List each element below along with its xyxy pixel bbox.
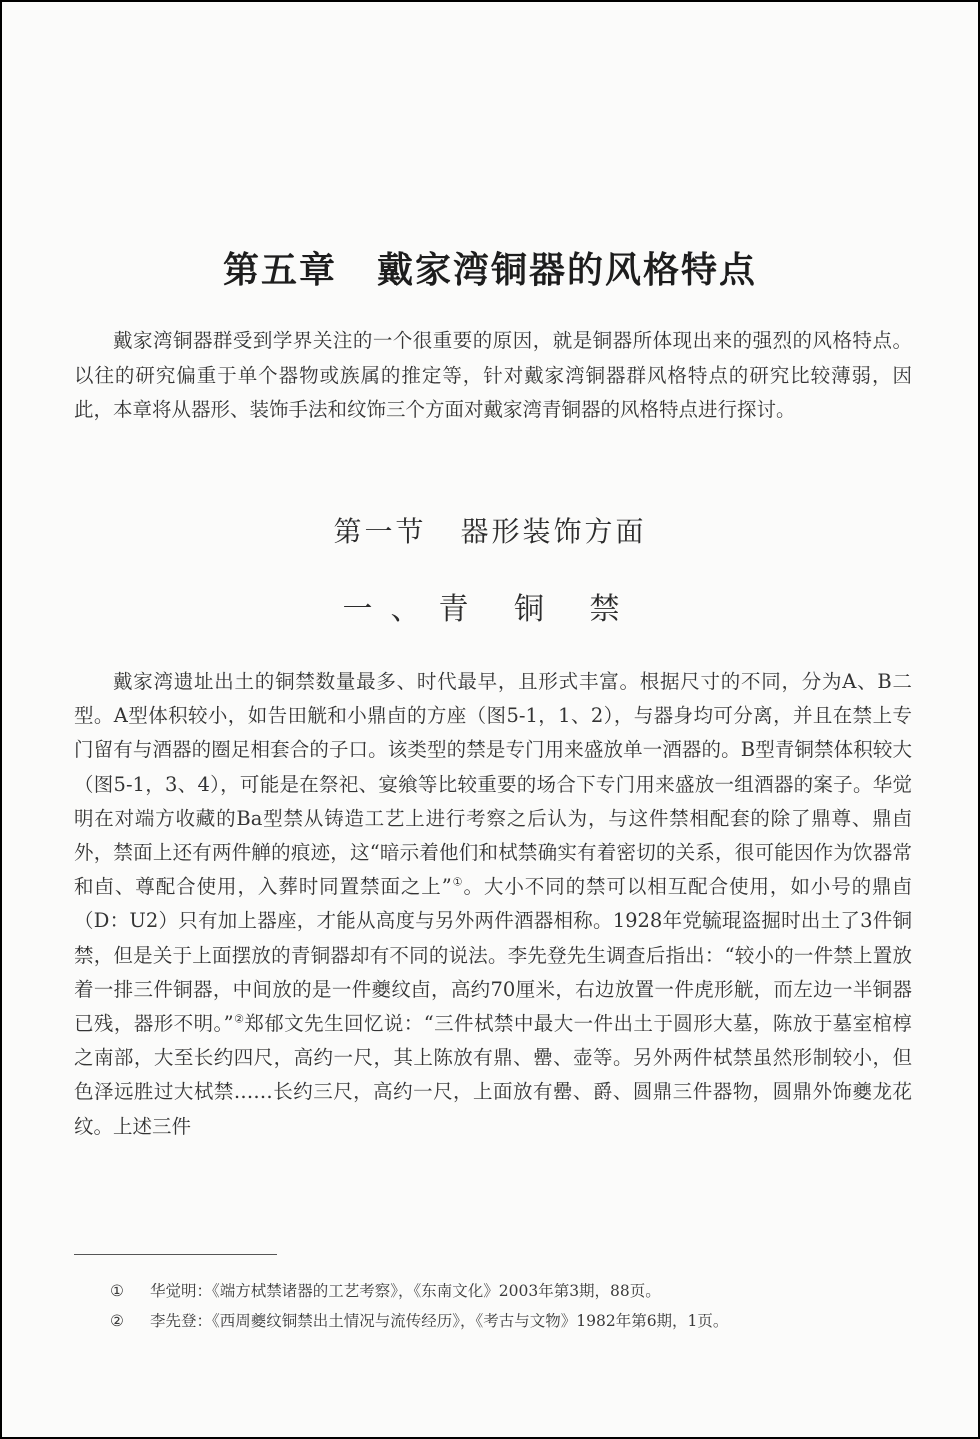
footnotes bbox=[110, 1276, 910, 1336]
footnote-mark: ② bbox=[110, 1312, 124, 1330]
chapter-number: 第五章 bbox=[222, 249, 337, 291]
body-text-part-3: 郑郁文先生回忆说：“三件栻禁中最大一件出土于圆形大墓，陈放于墓室棺椁之南部，大至长约四尺，高约一尺，其上陈放有鼎、罍、壶等。另外两件栻禁虽然形制较小，但色泽远胜过大栻禁……长约三尺，高约一尺，上面放有罍、爵、圆鼎三件器物，圆鼎外饰夔龙花纹。上述三件 bbox=[74, 1012, 912, 1138]
subsection-title: 一、青 铜 禁 bbox=[342, 592, 638, 627]
body-text-part-2: 。大小不同的禁可以相互配合使用，如小号的鼎卣（D：U2）只有加上器座，才能从高度与另外两件酒器相称。1928年党毓琨盗掘时出土了3件铜禁，但是关于上面摆放的青铜器却有不同的说法。李先登先生调查后指出：“较小的一件禁上置放着一排三件铜器，中间放的是一件夔纹卣，高约70厘米，右边放置一件虎形觥，而左边一半铜器已残，器形不明。” bbox=[74, 875, 912, 1036]
section-number: 第一节 bbox=[333, 515, 427, 548]
section-heading: 器形装饰方面 bbox=[460, 515, 647, 548]
body-text-part-1: 戴家湾遗址出土的铜禁数量最多、时代最早，且形式丰富。根据尺寸的不同，分为A、B二型。A型体积较小，如告田觥和小鼎卣的方座（图5-1，1、2），与器身均可分离，并且在禁上专门留有与酒器的圈足相套合的子口。该类型的禁是专门用来盛放单一酒器的。B型青铜禁体积较大（图5-1，3、4），可能是在祭祀、宴飨等比较重要的场合下专门用来盛放一组酒器的案子。华觉明在对端方收藏的Ba型禁从铸造工艺上进行考察之后认为，与这件禁相配套的除了鼎尊、鼎卣外，禁面上还有两件觯的痕迹，这“暗示着他们和栻禁确实有着密切的关系，很可能因作为饮器常和卣、尊配合使用，入葬时同置禁面之上” bbox=[74, 670, 912, 899]
footnote-ref-1[interactable]: ① bbox=[451, 875, 464, 889]
footnote-text: 华觉明：《端方栻禁诸器的工艺考察》，《东南文化》2003年第3期，88页。 bbox=[150, 1282, 661, 1300]
chapter-heading: 戴家湾铜器的风格特点 bbox=[377, 249, 758, 291]
footnote-mark: ① bbox=[110, 1282, 124, 1300]
footnote-ref-2[interactable]: ② bbox=[233, 1012, 245, 1026]
footnote-2 bbox=[110, 1306, 910, 1336]
section-title bbox=[2, 510, 978, 550]
body-paragraph bbox=[74, 665, 912, 1144]
footnote-text: 李先登：《西周夔纹铜禁出土情况与流传经历》，《考古与文物》1982年第6期，1页。 bbox=[150, 1312, 729, 1330]
footnote-1 bbox=[110, 1276, 910, 1306]
footnote-divider bbox=[74, 1254, 277, 1255]
intro-paragraph: 戴家湾铜器群受到学界关注的一个很重要的原因，就是铜器所体现出来的强烈的风格特点。以往的研究偏重于单个器物或族属的推定等，针对戴家湾铜器群风格特点的研究比较薄弱，因此，本章将从器形、装饰手法和纹饰三个方面对戴家湾青铜器的风格特点进行探讨。 bbox=[74, 329, 912, 421]
chapter-title bbox=[2, 242, 978, 293]
